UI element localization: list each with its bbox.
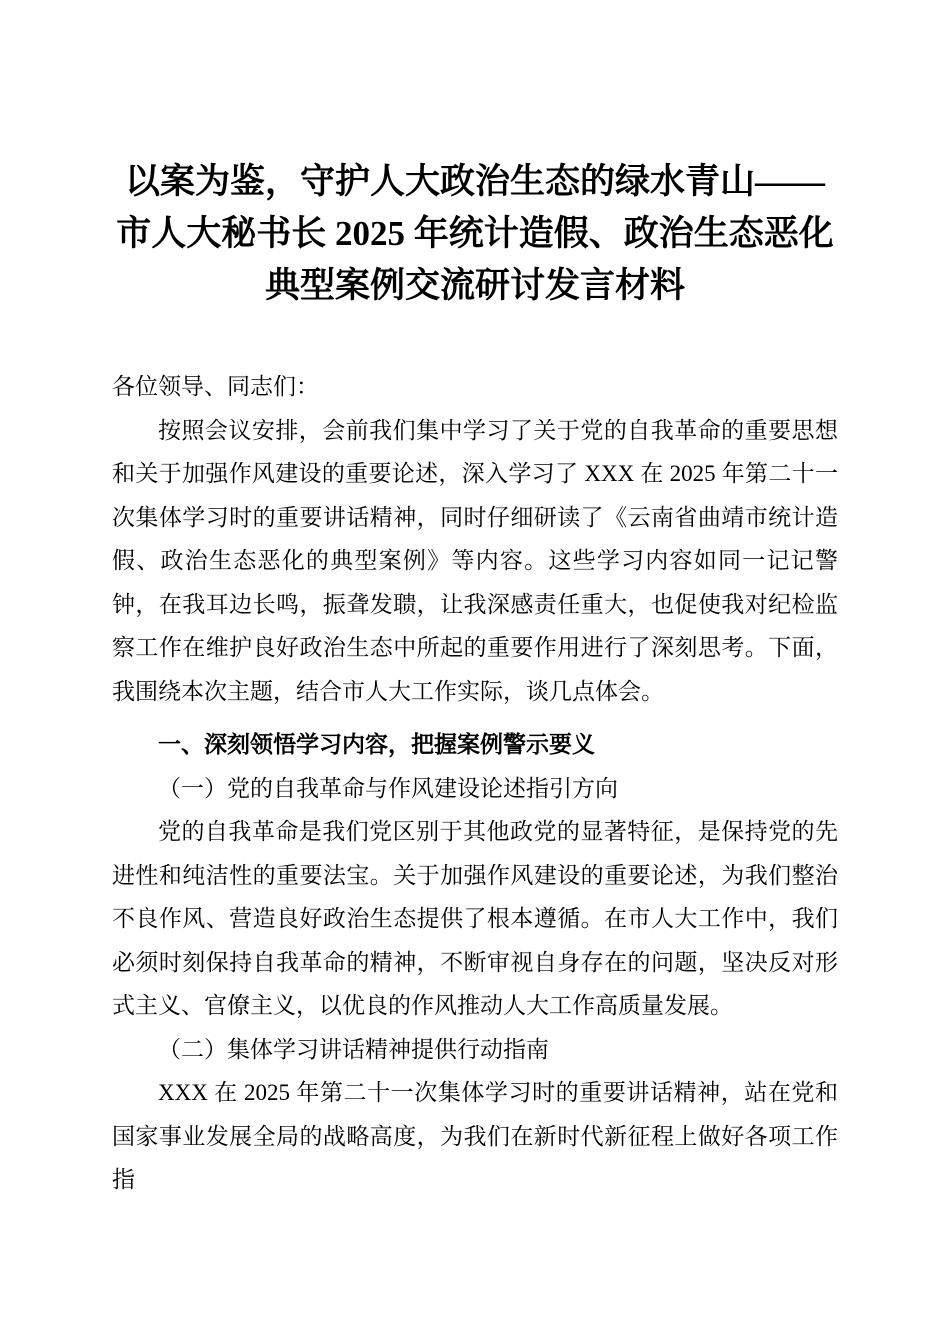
paragraph-collective-study-truncated: XXX 在 2025 年第二十一次集体学习时的重要讲话精神，站在党和国家事业发展全局的战略高度，为我们在新时代新征程上做好各项工作指 xyxy=(112,1080,838,1192)
salutation: 各位领导、同志们： xyxy=(112,374,319,399)
section-heading-1: 一、深刻领悟学习内容，把握案例警示要义 xyxy=(158,731,595,757)
subsection-heading-1-2: （二）集体学习讲话精神提供行动指南 xyxy=(158,1036,549,1062)
document-title: 以案为鉴，守护人大政治生态的绿水青山——市人大秘书长 2025 年统计造假、政治生态恶化典型案例交流研讨发言材料 xyxy=(116,162,834,305)
subsection-heading-1-1: （一）党的自我革命与作风建设论述指引方向 xyxy=(158,775,618,801)
paragraph-self-revolution: 党的自我革命是我们党区别于其他政党的显著特征，是保持党的先进性和纯洁性的重要法宝。关于加强作风建设的重要论述，为我们整治不良作风、营造良好政治生态提供了根本遵循。在市人大工作中，我们必须时刻保持自我革命的精神，不断审视自身存在的问题，坚决反对形式主义、官僚主义，以优良的作风推动人大工作高质量发展。 xyxy=(112,819,838,1018)
paragraph-opening: 按照会议安排，会前我们集中学习了关于党的自我革命的重要思想和关于加强作风建设的重要论述，深入学习了 XXX 在 2025 年第二十一次集体学习时的重要讲话精神，同时仔细研读了《云南省曲靖市统计造假、政治生态恶化的典型案例》等内容。这些学习内容如同一记记警钟，在我耳边长鸣，振聋发聩，让我深感责任重大，也促使我对纪检监察工作在维护良好政治生态中所起的重要作用进行了深刻思考。下面，我围绕本次主题，结合市人大工作实际，谈几点体会。 xyxy=(112,417,838,704)
